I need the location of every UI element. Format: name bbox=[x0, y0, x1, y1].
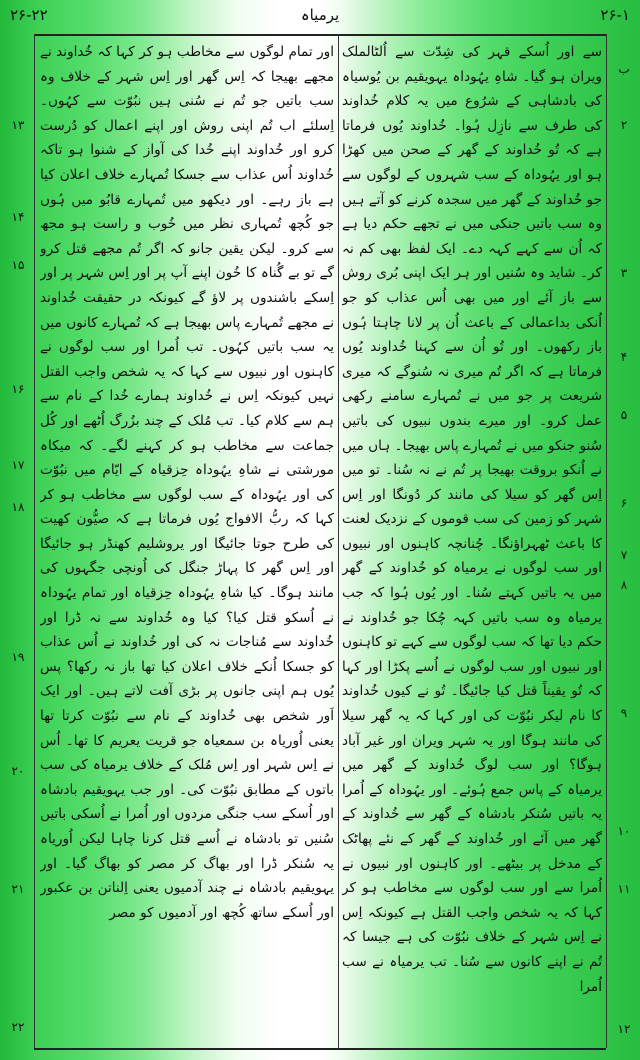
left-verse-number: ۱۸ bbox=[11, 500, 25, 514]
right-verse-number: ب bbox=[618, 62, 630, 76]
right-verse-number: ۲ bbox=[620, 118, 628, 132]
right-verse-number: ۸ bbox=[620, 578, 628, 592]
top-rule bbox=[34, 34, 606, 36]
right-column-text: سے اور اُسکے قہر کی شِدّت سے اُلٹالملک ویران ہو گیا۔ شاہِ یہُوداہ یہویقیم بن یُوسیاہ کی بادشاہی کے شرُوع میں یہ کلام خُداوند کی طرف سے نازِل ہُوا۔ خُداوند یُوں فرماتا ہے کہ تُو خُداوند کے گھر کے صحن میں کھڑا ہو اور یہُوداہ کے سب شہروں کے لوگوں سے جو خُداوند کے گھر میں سجدہ کرنے کو آتے ہیں وہ سب باتیں جنکی میں نے تجھے حکم دیا ہے کہ اُن سے کہے کہہ دے۔ ایک لفظ بھی کم نہ کر۔ شاید وہ سُنیں اور ہر ایک اپنی بُری روش سے باز آئے اور میں بھی اُس عذاب کو جو اُنکی بداعمالی کے باعث اُن پر لانا چاہتا ہُوں باز رکھوں۔ اور تُو اُن سے کہنا خُداوند یُوں فرماتا ہے کہ اگر تُم میری نہ سُنوگے کہ میری شریعت پر جو میں نے تُمہارے سامنے رکھی عمل کرو۔ اور میرے بندوں نبیوں کی باتیں سُنو جنکو میں نے تُمہارے پاس بھیجا۔ ہاں میں نے اُنکو بروقت بھیجا پر تُم نے نہ سُنا۔ تو میں اِس گھر کو سیلا کی مانند کر دُونگا اور اِس شہر کو زمین کی سب قوموں کے نزدیک لعنت کا باعث ٹھہراؤنگا۔ چُنانچہ کاہنوں اور نبیوں اور سب لوگوں نے یرمیاہ کو خُداوند کے گھر میں یہ باتیں کہتے سُنا۔ اور یُوں ہُوا کہ جب یرمیاہ وہ سب باتیں کہہ چُکا جو خُداوند نے حکم دیا تھا کہ سب لوگوں سے کہے تو کاہنوں اور نبیوں اور سب لوگوں نے اُسے پکڑا اور کہا کہ تُو یقیناً قتل کیا جائیگا۔ تُو نے کیوں خُداوند کا نام لیکر نبُوّت کی اور کہا کہ یہ گھر سیلا کی مانند ہوگا اور یہ شہر ویران اور غیر آباد ہوگا؟ اور سب لوگ خُداوند کے گھر میں یرمیاہ کے پاس جمع ہُوئے۔ اور یہُوداہ کے اُمرا یہ باتیں سُنکر بادشاہ کے گھر سے خُداوند کے گھر میں آئے اور خُداوند کے گھر کے نئے پھاٹک کے مدخل پر بیٹھے۔ اور کاہنوں اور نبیوں نے اُمرا سے اور سب لوگوں سے مخاطب ہو کر کہا کہ یہ شخص واجب القتل ہے کیونکہ اِس نے اِس شہر کے خلاف نبُوّت کی ہے جیسا کہ تُم نے اپنے کانوں سے سُنا۔ تب یرمیاہ نے سب اُمرا bbox=[342, 44, 602, 995]
left-column-text: اور تمام لوگوں سے مخاطب ہو کر کہا کہ خُداوند نے مجھے بھیجا کہ اِس گھر اور اِس شہر کے خلاف وہ سب باتیں جو تُم نے سُنی ہیں نبُوّت سے کہُوں۔ اِسلئے اب تُم اپنی روش اور اپنے اعمال کو دُرست کرو اور خُداوند اپنے خُدا کی آواز کے شنوا ہو تاکہ خُداوند اُس عذاب سے جسکا تُمہارے خلاف اعلان کیا ہے باز رہے۔ اور دیکھو میں تُمہارے قابُو میں ہُوں جو کُچھ تُمہاری نظر میں خُوب و راست ہو مجھ سے کرو۔ لیکن یقین جانو کہ اگر تُم مجھے قتل کرو گے تو بے گُناہ کا خُون اپنے آپ پر اور اِس شہر پر اور اِسکے باشندوں پر لاؤ گے کیونکہ در حقیقت خُداوند نے مجھے تُمہارے پاس بھیجا ہے کہ تُمہارے کانوں میں یہ سب باتیں کہُوں۔ تب اُمرا اور سب لوگوں نے کاہنوں اور نبیوں سے کہا کہ یہ شخص واجب القتل نہیں کیونکہ اِس نے خُداوند ہمارے خُدا کے نام سے ہم سے کلام کیا۔ تب مُلک کے چند بزُرگ اُٹھے اور کُل جماعت سے مخاطب ہو کر کہنے لگے۔ کہ میکاہ مورشتی نے شاہِ یہُوداہ حِزقیاہ کے ایّام میں نبُوّت کی اور یہُوداہ کے سب لوگوں سے مخاطب ہو کر کہا کہ ربُّ الافواج یُوں فرماتا ہے کہ صیُّون کھیت کی طرح جوتا جائیگا اور یروشلیم کھنڈر ہو جائیگا اور اِس گھر کا پہاڑ جنگل کی اُونچی جگہوں کی مانند ہوگا۔ کیا شاہِ یہُوداہ حِزقیاہ اور تمام یہُوداہ نے اُسکو قتل کیا؟ کیا وہ خُداوند سے نہ ڈرا اور خُداوند سے مُناجات نہ کی اور خُداوند نے اُس عذاب کو جسکا اُنکے خلاف اعلان کیا تھا باز نہ رکھا؟ پس یُوں ہم اپنی جانوں پر بڑی آفت لاتے ہیں۔ اور ایک اَور شخص بھی خُداوند کے نام سے نبُوّت کرتا تھا یعنی اُوریاہ بن سمعیاہ جو قریت یعریم کا تھا۔ اُس نے اِس شہر اور اِس مُلک کے خلاف یرمیاہ کی سب باتوں کے مطابق نبُوّت کی۔ اور جب یہویقیم بادشاہ اور اُسکے سب جنگی مردوں اور اُمرا نے اُسکی باتیں سُنیں تو بادشاہ نے اُسے قتل کرنا چاہا لیکن اُوریاہ یہ سُنکر ڈرا اور بھاگ کر مصر کو بھاگ گیا۔ اور یہویقیم بادشاہ نے چند آدمیوں یعنی اِلناتن بن عکبور اور اُسکے ساتھ کُچھ اور آدمیوں کو مصر bbox=[40, 44, 334, 921]
right-verse-number: ۵ bbox=[620, 408, 628, 422]
right-verse-number: ۴ bbox=[620, 350, 628, 364]
right-verse-number: ۹ bbox=[620, 706, 628, 720]
bottom-rule bbox=[34, 1048, 606, 1050]
left-verse-number: ۱۶ bbox=[11, 382, 25, 396]
column-divider bbox=[338, 34, 339, 1048]
right-verse-number: ۷ bbox=[620, 548, 628, 562]
right-verse-number: ۳ bbox=[620, 266, 628, 280]
left-verse-number: ۱۷ bbox=[11, 458, 25, 472]
left-verse-number: ۲۲ bbox=[11, 1020, 25, 1034]
left-verse-number: ۱۵ bbox=[11, 258, 25, 272]
right-verse-number: ۱۲ bbox=[617, 1022, 631, 1036]
left-verse-number: ۲۰ bbox=[11, 764, 25, 778]
right-verse-number: ۱۱ bbox=[617, 882, 631, 896]
left-text-column bbox=[40, 40, 334, 1046]
header-chapter-range-left: ۲۶-۲۲ bbox=[10, 6, 48, 24]
right-margin-rule bbox=[606, 34, 607, 1048]
right-verse-number: ۱۰ bbox=[617, 824, 631, 838]
page-header bbox=[0, 0, 640, 36]
right-text-column bbox=[342, 40, 602, 1046]
left-verse-number: ۱۹ bbox=[11, 650, 25, 664]
left-margin-rule bbox=[34, 34, 35, 1048]
header-chapter-range-right: ۲۶-۱ bbox=[600, 6, 630, 24]
left-verse-number: ۱۳ bbox=[11, 118, 25, 132]
right-verse-number: ۶ bbox=[620, 496, 628, 510]
left-verse-number: ۲۱ bbox=[11, 882, 25, 896]
header-book-title: یرمیاہ bbox=[300, 6, 340, 24]
left-verse-number: ۱۴ bbox=[11, 210, 25, 224]
